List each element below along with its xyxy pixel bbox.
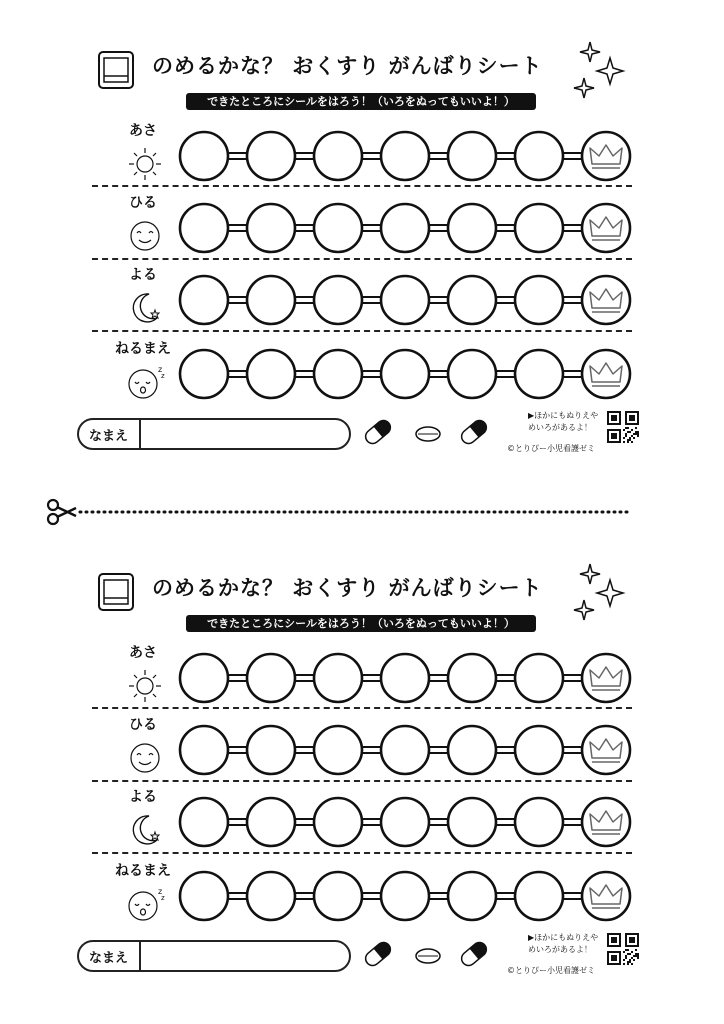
row-noon (0, 190, 724, 260)
copyright: ©とりぴー小児看護ゼミ (507, 444, 595, 453)
pill-icons (362, 414, 492, 450)
more-info-line2: めいろがあるよ！ (528, 945, 592, 954)
medicine-sheet-top (0, 0, 724, 470)
sticker-circle[interactable] (381, 204, 429, 252)
crescent-moon-icon (125, 810, 165, 850)
sticker-circle[interactable] (314, 872, 362, 920)
goal-circle[interactable] (582, 654, 630, 702)
sticker-circle[interactable] (381, 726, 429, 774)
sticker-chain (178, 650, 640, 706)
sticker-circle[interactable] (247, 276, 295, 324)
sticker-circle[interactable] (381, 276, 429, 324)
sticker-circle[interactable] (247, 350, 295, 398)
sticker-circle[interactable] (247, 872, 295, 920)
capsule-icon (363, 940, 393, 969)
chain-connector (496, 675, 515, 681)
row-divider (92, 185, 632, 187)
chain-connector (362, 893, 381, 899)
svg-text:z: z (161, 894, 165, 902)
sheet-title: のめるかな？ おくすり がんばりシート (152, 576, 543, 600)
row-label: ひる (129, 717, 157, 733)
chain-connector (295, 819, 314, 825)
chain-connector (563, 297, 582, 303)
goal-circle[interactable] (582, 872, 630, 920)
chain-connector (429, 153, 448, 159)
sticker-circle[interactable] (448, 726, 496, 774)
sleeping-face-icon (125, 884, 169, 924)
crescent-moon-icon (125, 288, 165, 328)
sticker-circle[interactable] (314, 132, 362, 180)
goal-circle[interactable] (582, 276, 630, 324)
chain-connector (228, 297, 247, 303)
smiling-face-icon (125, 738, 165, 778)
chain-connector (228, 153, 247, 159)
qr-code[interactable] (607, 411, 639, 443)
sticker-circle[interactable] (180, 276, 228, 324)
sun-icon (125, 144, 165, 184)
sticker-circle[interactable] (247, 798, 295, 846)
sticker-circle[interactable] (381, 132, 429, 180)
sticker-circle[interactable] (381, 798, 429, 846)
sticker-circle[interactable] (448, 276, 496, 324)
scissors-icon (48, 500, 76, 524)
chain-connector (295, 893, 314, 899)
capsule-icon (459, 940, 489, 969)
sticker-circle[interactable] (515, 350, 563, 398)
chain-connector (295, 371, 314, 377)
sticker-circle[interactable] (515, 654, 563, 702)
more-info-text (528, 932, 598, 956)
name-field[interactable] (77, 418, 351, 450)
capsule-icon (459, 418, 489, 447)
sticker-chain (178, 272, 640, 328)
chain-connector (563, 371, 582, 377)
sticker-chain (178, 868, 640, 924)
sticker-circle[interactable] (381, 350, 429, 398)
row-label: あさ (129, 123, 157, 139)
goal-circle[interactable] (582, 132, 630, 180)
chain-connector (429, 225, 448, 231)
row-divider (92, 780, 632, 782)
sticker-circle[interactable] (314, 276, 362, 324)
chain-connector (563, 819, 582, 825)
tablet-icon (416, 949, 440, 963)
sun-icon (125, 666, 165, 706)
row-divider (92, 330, 632, 332)
sticker-circle[interactable] (314, 654, 362, 702)
chain-connector (362, 819, 381, 825)
qr-code[interactable] (607, 933, 639, 965)
sticker-circle[interactable] (515, 798, 563, 846)
row-label: よる (129, 267, 157, 283)
row-night (0, 262, 724, 332)
row-morning (0, 118, 724, 188)
chain-connector (362, 675, 381, 681)
row-noon (0, 712, 724, 782)
row-label: ねるまえ (115, 863, 171, 879)
capsule-icon (363, 418, 393, 447)
sticker-circle[interactable] (515, 872, 563, 920)
name-field[interactable] (77, 940, 351, 972)
row-label: よる (129, 789, 157, 805)
chain-connector (228, 225, 247, 231)
sticker-circle[interactable] (247, 726, 295, 774)
sticker-circle[interactable] (180, 654, 228, 702)
sticker-circle[interactable] (314, 350, 362, 398)
tablet-icon (416, 427, 440, 441)
more-info-text (528, 410, 598, 434)
chain-connector (496, 225, 515, 231)
sticker-circle[interactable] (314, 798, 362, 846)
chain-connector (496, 153, 515, 159)
chain-connector (496, 747, 515, 753)
goal-circle[interactable] (582, 726, 630, 774)
sticker-circle[interactable] (448, 350, 496, 398)
row-divider (92, 707, 632, 709)
sticker-circle[interactable] (515, 726, 563, 774)
chain-connector (362, 297, 381, 303)
sticker-circle[interactable] (247, 654, 295, 702)
chain-connector (563, 225, 582, 231)
svg-text:z: z (158, 887, 163, 896)
chain-connector (563, 153, 582, 159)
chain-connector (496, 893, 515, 899)
sticker-chain (178, 128, 640, 184)
sticker-chain (178, 200, 640, 256)
sticker-circle[interactable] (448, 872, 496, 920)
chain-connector (429, 893, 448, 899)
instruction-banner: できたところにシールをはろう！（いろをぬってもいいよ！） (186, 615, 536, 632)
sparkle-icon (572, 560, 628, 630)
chain-connector (563, 893, 582, 899)
sticker-circle[interactable] (448, 654, 496, 702)
goal-circle[interactable] (582, 350, 630, 398)
sticker-circle[interactable] (448, 798, 496, 846)
chain-connector (228, 893, 247, 899)
chain-connector (362, 153, 381, 159)
row-divider (92, 258, 632, 260)
instruction-banner: できたところにシールをはろう！（いろをぬってもいいよ！） (186, 93, 536, 110)
chain-connector (496, 371, 515, 377)
chain-connector (228, 675, 247, 681)
row-night (0, 784, 724, 854)
sparkle-icon (572, 38, 628, 108)
row-bedtime (0, 336, 724, 406)
row-morning (0, 640, 724, 710)
calendar-icon (96, 568, 136, 612)
goal-circle[interactable] (582, 204, 630, 252)
sleeping-face-icon (125, 362, 169, 402)
chain-connector (429, 675, 448, 681)
more-info-line1: ▶ほかにもぬりえや (528, 411, 599, 420)
sticker-circle[interactable] (180, 872, 228, 920)
pill-icons (362, 936, 492, 972)
chain-connector (362, 371, 381, 377)
copyright: ©とりぴー小児看護ゼミ (507, 966, 595, 975)
sticker-circle[interactable] (247, 132, 295, 180)
name-separator (139, 942, 141, 970)
chain-connector (429, 371, 448, 377)
row-divider (92, 852, 632, 854)
sticker-circle[interactable] (314, 204, 362, 252)
chain-connector (362, 747, 381, 753)
chain-connector (496, 297, 515, 303)
sticker-circle[interactable] (180, 726, 228, 774)
chain-connector (295, 225, 314, 231)
sticker-circle[interactable] (180, 798, 228, 846)
sticker-circle[interactable] (314, 726, 362, 774)
sticker-circle[interactable] (247, 204, 295, 252)
row-label: ひる (129, 195, 157, 211)
sticker-circle[interactable] (515, 132, 563, 180)
chain-connector (429, 819, 448, 825)
chain-connector (295, 297, 314, 303)
chain-connector (429, 747, 448, 753)
chain-connector (563, 675, 582, 681)
chain-connector (228, 819, 247, 825)
row-bedtime (0, 858, 724, 928)
goal-circle[interactable] (582, 798, 630, 846)
smiling-face-icon (125, 216, 165, 256)
sticker-circle[interactable] (515, 204, 563, 252)
more-info-line1: ▶ほかにもぬりえや (528, 933, 599, 942)
chain-connector (295, 675, 314, 681)
sticker-circle[interactable] (180, 204, 228, 252)
chain-connector (295, 747, 314, 753)
chain-connector (295, 153, 314, 159)
svg-text:z: z (161, 372, 165, 380)
row-label: ねるまえ (115, 341, 171, 357)
sticker-circle[interactable] (381, 654, 429, 702)
name-separator (139, 420, 141, 448)
sticker-circle[interactable] (180, 350, 228, 398)
sticker-chain (178, 346, 640, 402)
chain-connector (228, 747, 247, 753)
name-label: なまえ (89, 429, 129, 444)
more-info-line2: めいろがあるよ！ (528, 423, 592, 432)
calendar-icon (96, 46, 136, 90)
sticker-circle[interactable] (515, 276, 563, 324)
chain-connector (362, 225, 381, 231)
sticker-circle[interactable] (448, 204, 496, 252)
row-label: あさ (129, 645, 157, 661)
chain-connector (228, 371, 247, 377)
sticker-circle[interactable] (180, 132, 228, 180)
chain-connector (429, 297, 448, 303)
sheet-title: のめるかな？ おくすり がんばりシート (152, 54, 543, 78)
sticker-circle[interactable] (448, 132, 496, 180)
sticker-chain (178, 794, 640, 850)
chain-connector (496, 819, 515, 825)
sticker-circle[interactable] (381, 872, 429, 920)
medicine-sheet-bottom (0, 522, 724, 992)
svg-text:z: z (158, 365, 163, 374)
sticker-chain (178, 722, 640, 778)
name-label: なまえ (89, 951, 129, 966)
chain-connector (563, 747, 582, 753)
